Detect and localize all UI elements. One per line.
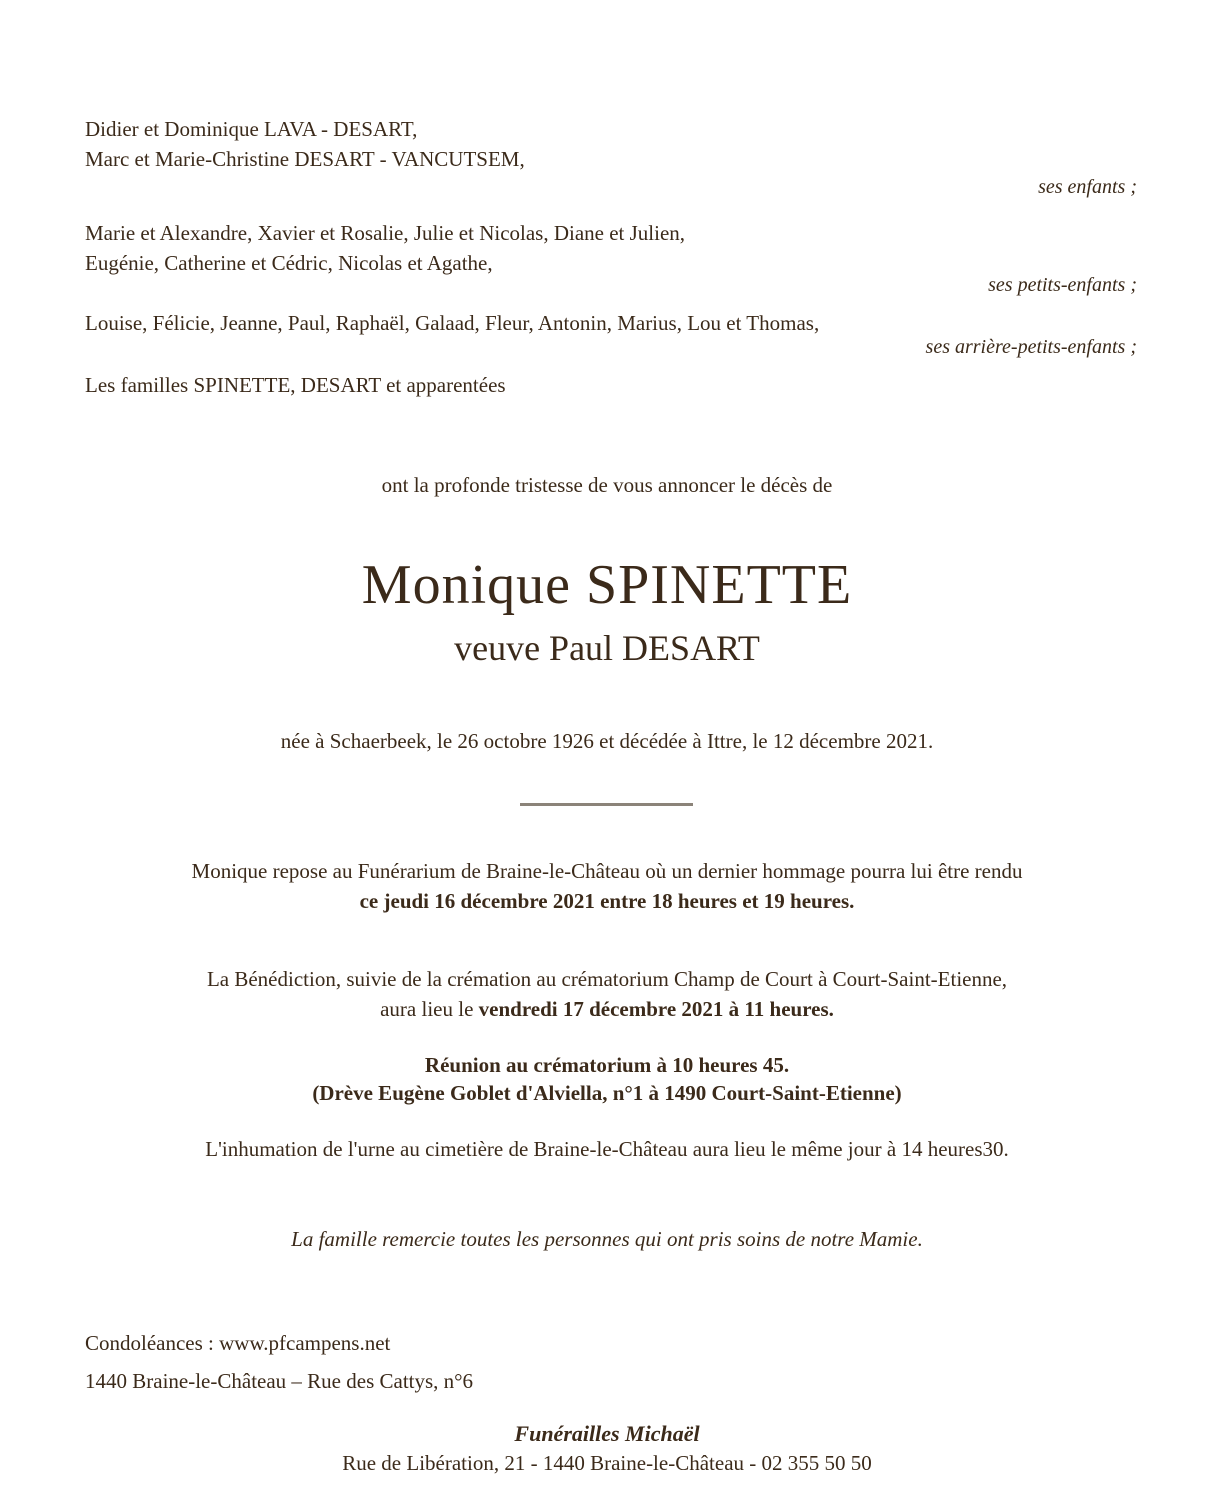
divider-rule — [520, 803, 693, 806]
visitation-line-2: ce jeudi 16 décembre 2021 entre 18 heures et 19 heures. — [359, 889, 855, 913]
mourners-children-line-1: Didier et Dominique LAVA - DESART, — [85, 117, 418, 141]
deceased-subtitle: veuve Paul DESART — [454, 628, 760, 668]
relation-label-great-grandchildren: ses arrière-petits-enfants ; — [925, 336, 1137, 358]
relation-label-children: ses enfants ; — [1038, 176, 1137, 198]
burial-line: L'inhumation de l'urne au cimetière de Braine-le-Château aura lieu le même jour à 14 heures30. — [205, 1137, 1009, 1161]
life-dates-line: née à Schaerbeek, le 26 octobre 1926 et décédée à Ittre, le 12 décembre 2021. — [280, 729, 934, 753]
ceremony-line-2-datetime: vendredi 17 décembre 2021 à 11 heures. — [478, 997, 834, 1021]
mourners-grandchildren-line-2: Eugénie, Catherine et Cédric, Nicolas et Agathe, — [85, 251, 493, 275]
funeral-home-address: Rue de Libération, 21 - 1440 Braine-le-Château - 02 355 50 50 — [342, 1451, 872, 1475]
announcement-line: ont la profonde tristesse de vous annoncer le décès de — [381, 473, 833, 497]
relation-label-grandchildren: ses petits-enfants ; — [988, 274, 1137, 296]
meeting-line-1: Réunion au crématorium à 10 heures 45. — [424, 1053, 790, 1077]
funeral-home-name: Funérailles Michaël — [514, 1421, 700, 1446]
mourners-grandchildren-line-1: Marie et Alexandre, Xavier et Rosalie, Julie et Nicolas, Diane et Julien, — [85, 221, 686, 245]
mourners-great-grandchildren-line: Louise, Félicie, Jeanne, Paul, Raphaël, Galaad, Fleur, Antonin, Marius, Lou et Thomas, — [85, 311, 820, 335]
thanks-line: La famille remercie toutes les personnes qui ont pris soins de notre Mamie. — [291, 1227, 923, 1251]
ceremony-line-1: La Bénédiction, suivie de la crémation au crématorium Champ de Court à Court-Saint-Etienne, — [206, 967, 1008, 991]
ceremony-line-2 — [0, 996, 1214, 1022]
deceased-name: Monique SPINETTE — [361, 554, 853, 616]
ceremony-line-2-prefix: aura lieu le — [380, 997, 479, 1021]
meeting-line-2: (Drève Eugène Goblet d'Alviella, n°1 à 1490 Court-Saint-Etienne) — [312, 1081, 902, 1105]
condolences-line: Condoléances : www.pfcampens.net — [85, 1331, 391, 1355]
mourners-children-line-2: Marc et Marie-Christine DESART - VANCUTSEM, — [85, 147, 525, 171]
families-line: Les familles SPINETTE, DESART et apparentées — [85, 373, 506, 397]
funerarium-address-line: 1440 Braine-le-Château – Rue des Cattys, n°6 — [85, 1369, 474, 1393]
visitation-line-1: Monique repose au Funérarium de Braine-le-Château où un dernier hommage pourra lui être rendu — [191, 859, 1023, 883]
